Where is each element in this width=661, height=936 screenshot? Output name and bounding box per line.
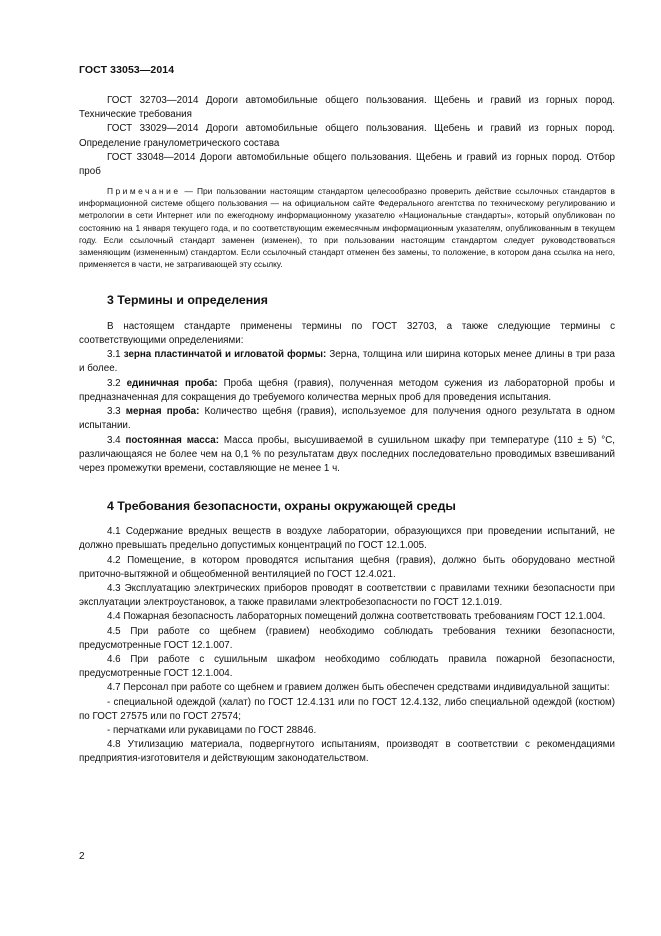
reference-item: ГОСТ 33029—2014 Дороги автомобильные общего пользования. Щебень и гравий из горных пород. Определение гранулометрического состава [79, 123, 615, 149]
clause: 4.1 Содержание вредных веществ в воздухе лаборатории, образующихся при проведении испытаний, не должно превышать предельно допустимых концентраций по ГОСТ 12.1.005. [79, 526, 615, 552]
term-name: единичная проба: [126, 377, 218, 389]
term-text: Количество щебня (гравия), используемое для получения одного результата в одном испытании. [79, 406, 615, 432]
term-text: Масса пробы, высушиваемой в сушильном шкафу при температуре (110 ± 5) °С, различающаяся не более чем на 0,1 % по результатам двух последних последовательно проводимых взвешиваний через промежутки времени, составляющие не менее 1 ч. [79, 434, 615, 474]
term-text: Зерна, толщина или ширина которых менее длины в три раза и более. [79, 349, 616, 375]
reference-item: ГОСТ 32703—2014 Дороги автомобильные общего пользования. Щебень и гравий из горных пород. Технические требования [79, 95, 615, 121]
term-definition [79, 434, 615, 477]
document-body [79, 94, 615, 767]
term-number: 3.1 [107, 349, 124, 361]
term-number: 3.4 [107, 434, 126, 446]
list-item: - перчатками или рукавицами по ГОСТ 28846. [107, 724, 317, 736]
section-4-title: 4 Требования безопасности, охраны окружающей среды [107, 499, 456, 514]
section-3-title: 3 Термины и определения [107, 292, 268, 307]
page-number: 2 [79, 851, 85, 862]
note-block [79, 185, 615, 270]
term-text: Проба щебня (гравия), полученная методом сужения из лабораторной пробы и предназначенная для сокращения до требуемого количества мерных проб для проведения испытания. [79, 377, 615, 403]
clause: 4.4 Пожарная безопасность лабораторных помещений должна соответствовать требованиям ГОСТ 12.1.004. [107, 611, 606, 623]
note-text: — При пользовании настоящим стандартом целесообразно проверить действие ссылочных стандартов в информационной системе общего пользования — на официальном сайте Федерального агентства по техническому регулированию и метрологии в сети Интернет или по ежегодному информационному указателю «Национальные стандарты», который опубликован по состоянию на 1 января текущего года, и по соответствующим ежемесячным информационным указателям, опубликованным в текущем году. Если ссылочный стандарт заменен (изменен), то при пользовании настоящим стандартом следует руководствоваться заменяющим (измененным) стандартом. Если ссылочный стандарт отменен без замены, то положение, в котором дана ссылка на него, применяется в части, не затрагивающей эту ссылку. [79, 186, 615, 269]
reference-item: ГОСТ 33048—2014 Дороги автомобильные общего пользования. Щебень и гравий из горных пород. Отбор проб [79, 151, 615, 178]
clause: 4.8 Утилизацию материала, подвергнутого испытаниям, производят в соответствии с рекомендациями предприятия-изготовителя и действующим законодательством. [79, 739, 615, 765]
document-header: ГОСТ 33053—2014 [79, 64, 175, 76]
clause: 4.7 Персонал при работе со щебнем и гравием должен быть обеспечен средствами индивидуальной защиты: [107, 682, 610, 694]
term-number: 3.2 [107, 377, 127, 389]
clause: 4.6 При работе с сушильным шкафом необходимо соблюдать правила пожарной безопасности, предусмотренные ГОСТ 12.1.004. [79, 653, 615, 680]
term-name: постоянная масса: [125, 434, 220, 446]
term-number: 3.3 [107, 406, 126, 418]
clause: 4.2 Помещение, в котором проводятся испытания щебня (гравия), должно быть оборудовано местной приточно-вытяжной и общеобменной вентиляцией по ГОСТ 12.4.021. [79, 554, 615, 580]
clause: 4.5 При работе со щебнем (гравием) необходимо соблюдать требования техники безопасности, предусмотренные ГОСТ 12.1.007. [79, 625, 615, 651]
term-definition [79, 377, 615, 405]
clause: 4.3 Эксплуатацию электрических приборов проводят в соответствии с правилами техники безопасности при эксплуатации электроустановок, а также правилами электробезопасности по ГОСТ 12.1.019. [79, 582, 615, 609]
term-definition [79, 348, 615, 376]
list-item: - специальной одеждой (халат) по ГОСТ 12.4.131 или по ГОСТ 12.4.132, либо специальной одеждой (костюм) по ГОСТ 27575 или по ГОСТ 27574; [79, 696, 615, 722]
note-label: Примечание [107, 186, 181, 197]
term-name: зерна пластинчатой и игловатой формы: [123, 349, 327, 361]
section-3-intro: В настоящем стандарте применены термины по ГОСТ 32703, а также следующие термины с соответствующими определениями: [79, 320, 615, 347]
term-name: мерная проба: [125, 406, 200, 418]
term-definition [79, 405, 615, 433]
